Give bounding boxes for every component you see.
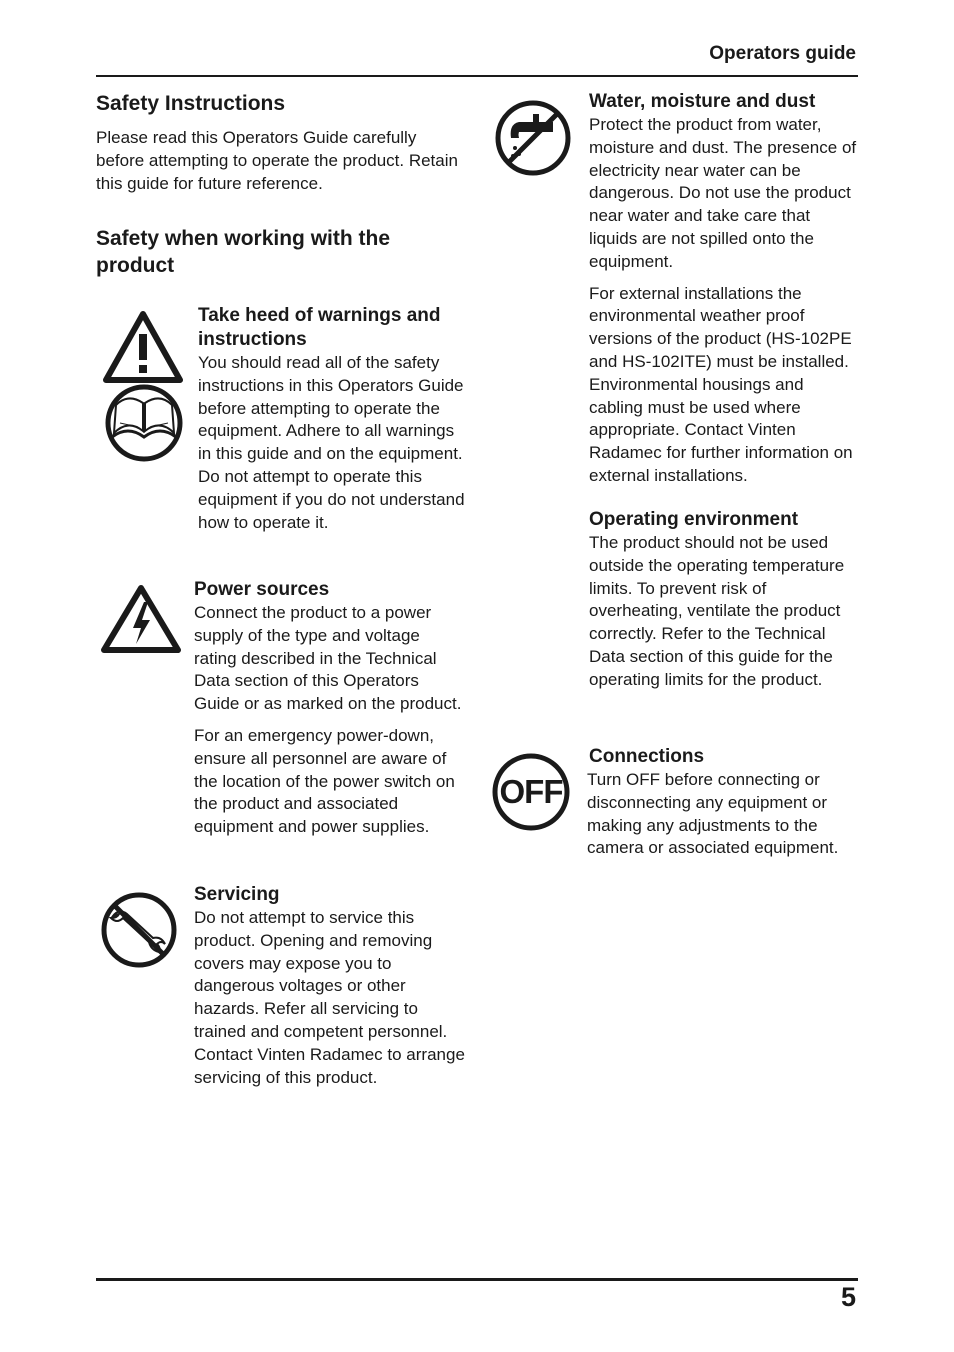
section-paragraph: For an emergency power-down, ensure all personnel are aware of the location of the power switch on the product and associated equipment and power supplies. [194,725,455,837]
servicing-section [194,883,466,1089]
water-section [589,90,861,488]
warnings-section [198,304,468,534]
section-heading: Connections [589,746,705,767]
page-number: 5 [840,1282,856,1312]
electric-hazard-icon [100,584,182,654]
power-off-icon [491,752,571,832]
section-paragraph: Protect the product from water, moisture and dust. The presence of electricity near water can be dangerous. Do not use the product near water and take care that liquids are not spilled onto the equipment. [589,115,857,271]
off-label: OFF [499,773,563,810]
no-water-icon [493,98,573,178]
section-heading: Safety Instructions [96,92,286,115]
section-paragraph: The product should not be used outside the operating temperature limits. To prevent risk of overheating, ventilate the product correctly. Refer to the Technical Data section of this guide for the operating limits for the product. [589,533,845,689]
section-paragraph: Turn OFF before connecting or disconnecting any equipment or making any adjustments to the camera or associated equipment. [587,770,839,858]
section-paragraph: Do not attempt to service this product. Opening and removing covers may expose you to dangerous voltages or other hazards. Refer all servicing to trained and competent personnel. Contact Vinten Radamec to arrange servicing of this product. [194,908,465,1087]
header-rule [96,75,858,77]
header-title: Operators guide [709,43,856,64]
section-paragraph: Please read this Operators Guide carefully before attempting to operate the product. Retain this guide for future reference. [96,128,458,193]
section-paragraph: For external installations the environmental weather proof versions of the product (HS-102PE and HS-102ITE) must be installed. Environmental housings and cabling must be used where appropriate. Contact Vinten Radamec for further information on external installations. [589,283,853,485]
section-heading: Take heed of warnings and instructions [198,305,441,350]
footer-rule [96,1278,858,1281]
no-servicing-icon [99,890,179,970]
section-paragraph: You should read all of the safety instructions in this Operators Guide before attempting to operate the equipment. Adhere to all warnings in this guide and on the equipment. Do not attempt to operate this equipment if you do not understand how to operate it. [198,353,465,532]
power-sources-section [194,578,466,839]
safety-working-section [96,225,456,279]
safety-instructions-section [96,90,466,195]
warning-triangle-icon [102,310,184,384]
read-manual-icon [104,383,184,463]
operating-environment-section [589,508,861,692]
section-heading: Safety when working with the product [96,227,391,277]
section-heading: Power sources [194,579,330,600]
connections-section [589,745,861,860]
section-paragraph: Connect the product to a power supply of the type and voltage rating described in the Technical Data section of this Operators Guide or as marked on the product. [194,603,462,714]
section-heading: Water, moisture and dust [589,91,816,112]
section-heading: Servicing [194,884,280,905]
section-heading: Operating environment [589,509,799,530]
